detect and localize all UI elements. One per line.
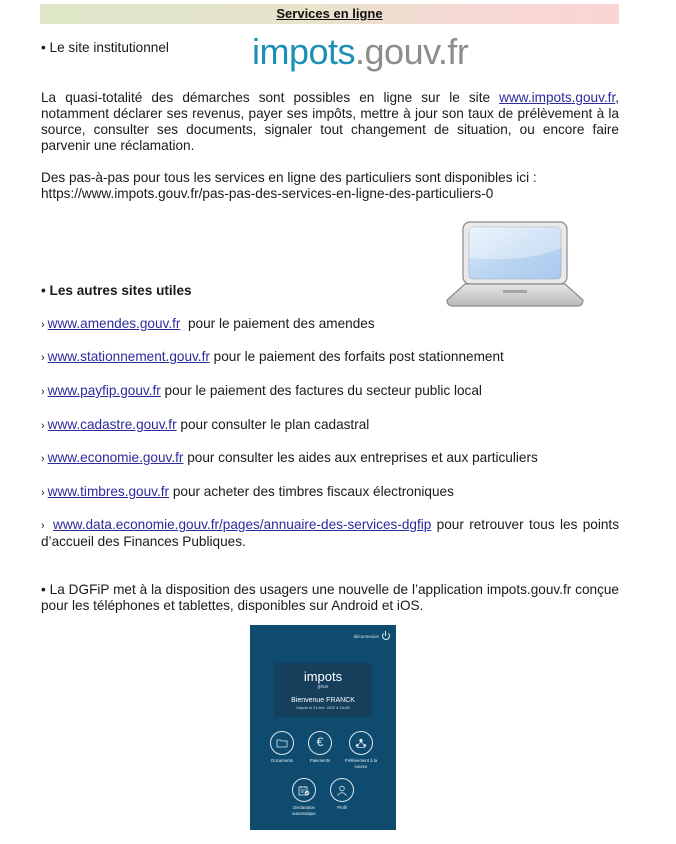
tile-label: Déclaration automatique [292, 805, 316, 816]
chevron-right-icon: › [41, 487, 45, 499]
tile-paiements[interactable] [302, 731, 338, 764]
intro-text-end: , notamment déclarer ses revenus, payer ses impôts, mettre à jour son taux de prélèvement à la source, consulter ses documents, signaler tout changement de situation, ou encore faire parvenir une réclamation. [41, 90, 619, 153]
intro-text-start: La quasi-totalité des démarches sont possibles en ligne sur le site [41, 90, 500, 105]
impots-gouv-link[interactable]: www.impots.gouv.fr [499, 90, 616, 105]
user-icon [336, 785, 348, 796]
welcome-card [274, 663, 372, 717]
tile-declaration[interactable] [284, 778, 324, 816]
site-item [41, 417, 621, 434]
site-item [41, 517, 619, 550]
logout-label: déconnexion [353, 633, 379, 639]
site-item [41, 316, 621, 333]
tile-label: Prélèvement à la source [344, 758, 378, 769]
guides-paragraph [41, 170, 631, 202]
app-note-paragraph: • La DGFiP met à la disposition des usagers une nouvelle de l’application impots.gouv.fr conçue pour les téléphones et tablettes, disponibles sur Android et iOS. [41, 582, 619, 613]
tile-label: Paiements [309, 758, 331, 763]
chevron-right-icon: › [41, 453, 45, 465]
site-link-payfip[interactable]: www.payfip.gouv.fr [47, 383, 161, 398]
euro-icon: € [316, 735, 324, 750]
logo-part-impots: impots [252, 31, 356, 72]
site-item [41, 383, 621, 400]
site-item [41, 450, 621, 467]
intro-paragraph [41, 90, 619, 154]
tile-prelevement[interactable] [338, 731, 384, 769]
chevron-right-icon: › [41, 386, 45, 398]
site-link-economie[interactable]: www.economie.gouv.fr [47, 450, 184, 465]
chevron-right-icon: › [41, 420, 45, 432]
app-brand: impots [303, 669, 343, 684]
tile-profil[interactable] [324, 778, 360, 811]
chevron-right-icon: › [41, 319, 45, 331]
calendar-check-icon [298, 785, 310, 796]
impots-gouv-logo[interactable] [252, 32, 468, 72]
section-title: Services en ligne [276, 6, 383, 21]
site-description: pour consulter le plan cadastral [176, 417, 370, 432]
last-login: Depuis le 21 févr. 2022 à 11h26 [296, 706, 350, 710]
guides-url[interactable]: https://www.impots.gouv.fr/pas-pas-des-services-en-ligne-des-particuliers-0 [41, 186, 494, 201]
site-link-stationnement[interactable]: www.stationnement.gouv.fr [47, 349, 210, 364]
site-link-timbres[interactable]: www.timbres.gouv.fr [47, 484, 170, 499]
site-description: pour acheter des timbres fiscaux électroniques [169, 484, 454, 499]
app-brand-sub: gouv [317, 684, 329, 690]
site-description: pour le paiement des forfaits post stationnement [209, 349, 504, 364]
site-item [41, 349, 621, 366]
site-item [41, 484, 621, 501]
chevron-right-icon: › [41, 520, 45, 532]
app-screenshot [250, 625, 396, 830]
logo-part-gouv: .gouv.fr [355, 31, 469, 72]
site-description: pour le paiement des factures du secteur public local [160, 383, 482, 398]
site-link-annuaire-dgfip[interactable]: www.data.economie.gouv.fr/pages/annuaire-des-services-dgfip [53, 517, 432, 532]
tile-label: Profil [337, 805, 347, 810]
chevron-right-icon: › [41, 352, 45, 364]
site-link-cadastre[interactable]: www.cadastre.gouv.fr [47, 417, 177, 432]
site-description: pour retrouver tous les points d’accueil des Finances Publiques. [41, 517, 619, 549]
tile-label: Documents [271, 758, 293, 763]
laptop-illustration [445, 218, 585, 310]
institutional-label: • Le site institutionnel [41, 40, 169, 55]
section-header [40, 4, 619, 24]
power-icon [382, 632, 390, 640]
network-icon [355, 738, 367, 749]
welcome-message: Bienvenue FRANCK [291, 697, 355, 704]
logout-button[interactable] [353, 632, 390, 640]
site-description: pour le paiement des amendes [180, 316, 375, 331]
site-link-amendes[interactable]: www.amendes.gouv.fr [47, 316, 181, 331]
tile-documents[interactable] [264, 731, 300, 764]
other-sites-heading: • Les autres sites utiles [41, 283, 192, 298]
folder-icon [276, 738, 288, 748]
site-description: pour consulter les aides aux entreprises et aux particuliers [183, 450, 538, 465]
guides-line: Des pas-à-pas pour tous les services en ligne des particuliers sont disponibles ici : [41, 170, 537, 185]
